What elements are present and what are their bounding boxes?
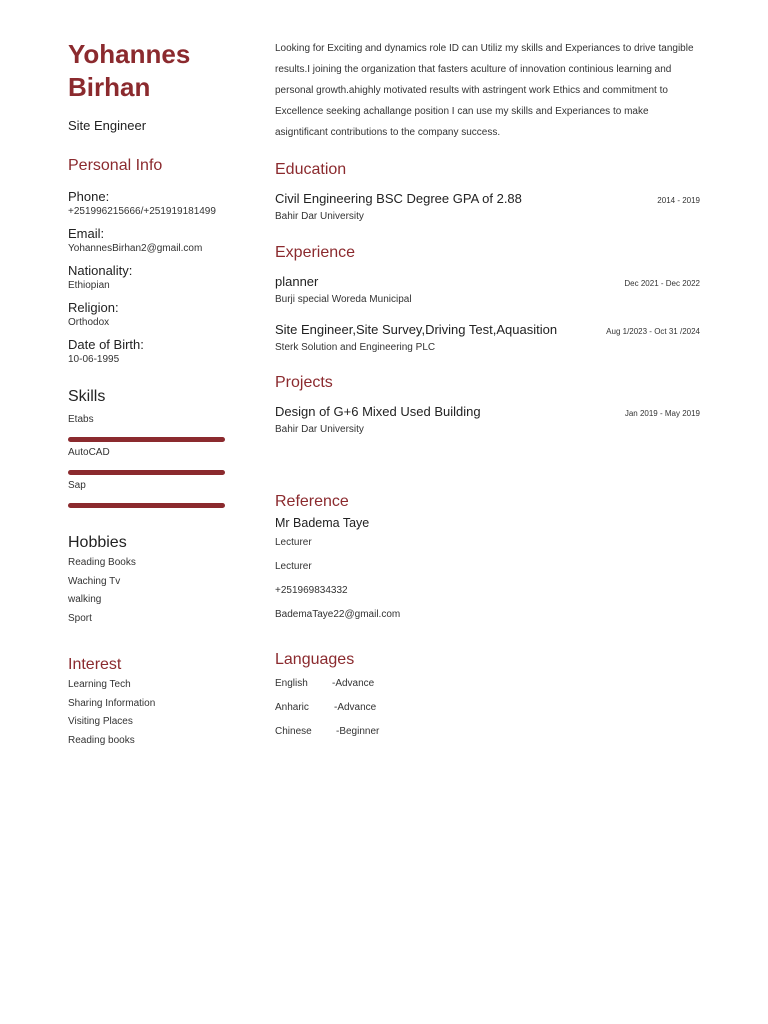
skill-item <box>68 413 228 442</box>
info-value: YohannesBirhan2@gmail.com <box>68 243 203 254</box>
language-level: -Advance <box>334 702 377 713</box>
interest-heading: Interest <box>68 656 122 673</box>
info-label: Email: <box>68 226 105 241</box>
entry-date: Jan 2019 - May 2019 <box>624 409 700 418</box>
skill-name: Etabs <box>68 414 94 425</box>
reference-name: Mr Badema Taye <box>275 516 370 530</box>
skills-section <box>68 388 228 508</box>
skill-level-bar <box>68 503 225 508</box>
language-level: -Advance <box>332 678 375 689</box>
skill-item <box>68 446 228 475</box>
entry-org: Sterk Solution and Engineering PLC <box>275 342 436 353</box>
entry-title: planner <box>275 274 319 289</box>
reference-section <box>275 493 700 627</box>
interest-list <box>68 676 228 750</box>
entry-date: Dec 2021 - Dec 2022 <box>624 279 700 288</box>
list-item: walking <box>68 594 102 605</box>
skills-heading: Skills <box>68 388 106 405</box>
reference-line: Lecturer <box>275 537 312 548</box>
skill-level-bar <box>68 437 225 442</box>
info-label: Date of Birth: <box>68 337 144 352</box>
language-level: -Beginner <box>336 726 380 737</box>
language-item <box>275 696 700 720</box>
language-item <box>275 672 700 696</box>
experience-entry <box>275 322 700 353</box>
entry-title: Site Engineer,Site Survey,Driving Test,Aquasition <box>275 322 558 337</box>
personal-info-heading: Personal Info <box>68 157 163 174</box>
languages-heading: Languages <box>275 651 355 668</box>
right-column <box>275 38 700 744</box>
entry-org: Burji special Woreda Municipal <box>275 294 412 305</box>
education-heading: Education <box>275 161 347 178</box>
info-item-phone <box>68 189 228 219</box>
entry-title: Design of G+6 Mixed Used Building <box>275 404 481 419</box>
project-entry <box>275 404 700 435</box>
skill-item <box>68 479 228 508</box>
info-item-email <box>68 226 228 256</box>
entry-date: Aug 1/2023 - Oct 31 /2024 <box>606 327 700 336</box>
projects-section <box>275 374 700 435</box>
info-label: Religion: <box>68 300 119 315</box>
language-name: Chinese <box>275 726 312 737</box>
education-section <box>275 161 700 222</box>
info-item-nationality <box>68 263 228 293</box>
reference-line: Lecturer <box>275 561 312 572</box>
last-name: Birhan <box>68 72 151 102</box>
experience-heading: Experience <box>275 244 356 261</box>
summary-text: Looking for Exciting and dynamics role ID can Utiliz my skills and Experiances to drive tangible results.I joining the organization that fasters aculture of innovation continious learning and personal growth.ahighly motivated results with astringent work Ethics and commitment to Excellence seeking achallange position I can use my skills and Experiances to make asigntificant contributions to the company success. <box>275 43 694 138</box>
hobbies-heading: Hobbies <box>68 534 127 551</box>
reference-line: BademaTaye22@gmail.com <box>275 609 401 620</box>
job-title: Site Engineer <box>68 118 147 133</box>
list-item: Waching Tv <box>68 575 121 587</box>
left-column <box>68 38 228 750</box>
hobbies-section <box>68 534 228 628</box>
info-label: Phone: <box>68 189 110 204</box>
projects-heading: Projects <box>275 374 333 391</box>
entry-title: Civil Engineering BSC Degree GPA of 2.88 <box>275 191 522 206</box>
list-item: Sport <box>68 612 92 624</box>
entry-org: Bahir Dar University <box>275 424 364 435</box>
language-name: Anharic <box>275 702 309 713</box>
info-value: +251996215666/+251919181499 <box>68 206 216 217</box>
list-item: Sharing Information <box>68 697 156 709</box>
info-value: Orthodox <box>68 317 110 328</box>
reference-line: +251969834332 <box>275 585 348 596</box>
education-entry <box>275 191 700 222</box>
info-value: Ethiopian <box>68 280 110 291</box>
first-name: Yohannes <box>68 39 191 69</box>
skill-name: Sap <box>68 480 86 491</box>
language-item <box>275 720 700 744</box>
list-item: Learning Tech <box>68 679 131 690</box>
entry-org: Bahir Dar University <box>275 211 364 222</box>
entry-date: 2014 - 2019 <box>657 196 700 205</box>
list-item: Reading books <box>68 734 135 746</box>
info-value: 10-06-1995 <box>68 354 120 365</box>
reference-heading: Reference <box>275 493 349 510</box>
language-name: English <box>275 678 308 689</box>
experience-section <box>275 244 700 353</box>
info-item-religion <box>68 300 228 330</box>
list-item: Reading Books <box>68 557 136 568</box>
info-label: Nationality: <box>68 263 133 278</box>
skill-level-bar <box>68 470 225 475</box>
languages-section <box>275 651 700 744</box>
skill-name: AutoCAD <box>68 447 110 458</box>
interest-section <box>68 656 228 750</box>
info-item-dob <box>68 337 228 367</box>
list-item: Visiting Places <box>68 716 133 727</box>
personal-info-section <box>68 157 228 367</box>
hobbies-list <box>68 554 228 628</box>
experience-entry <box>275 274 700 305</box>
